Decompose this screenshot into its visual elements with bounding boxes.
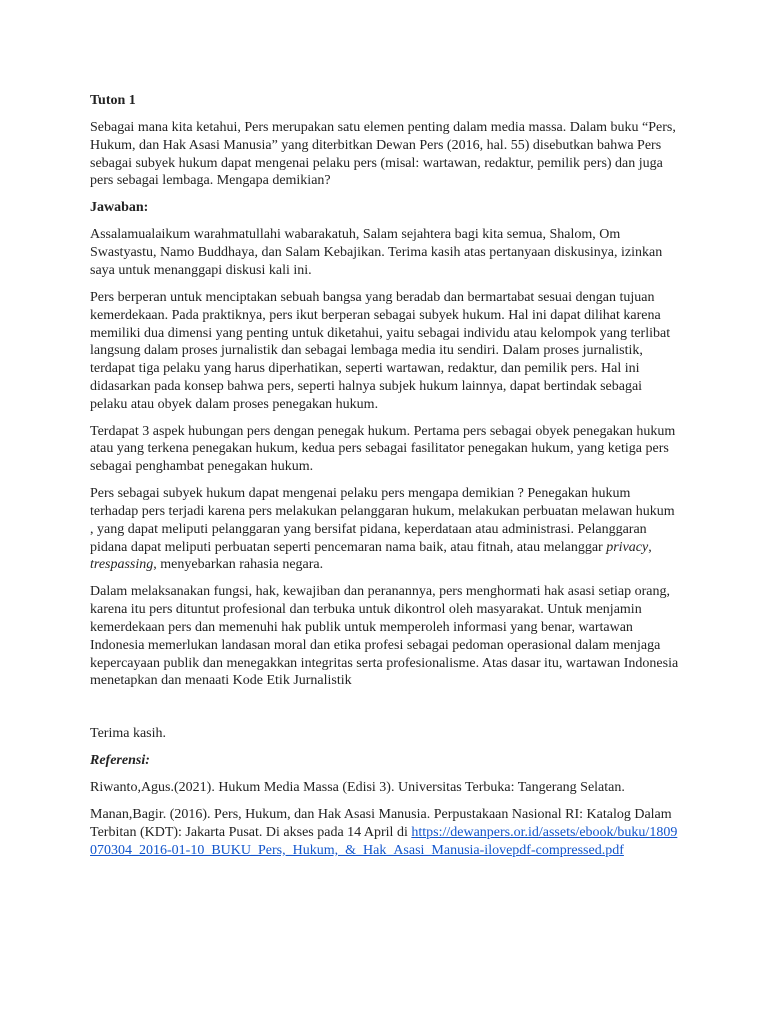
reference-item-2 [90, 806, 680, 859]
answer-heading: Jawaban: [90, 200, 149, 216]
italic-term-privacy: privacy [606, 539, 649, 555]
closing-text: Terima kasih. [90, 726, 166, 742]
body-paragraph-subject [90, 485, 680, 574]
blank-line [90, 699, 680, 725]
document-title: Tuton 1 [90, 93, 136, 108]
body-paragraph-ethics: Dalam melaksanakan fungsi, hak, kewajiban dan peranannya, pers menghormati hak asasi setiap orang, karena itu pers dituntut profesional dan terbuka untuk dikontrol oleh masyarakat. Untuk menjamin kemerdekaan pers dan memenuhi hak publik untuk memperoleh informasi yang benar, wartawan Indonesia memerlukan landasan moral dan etika profesi sebagai pedoman operasional dalam menjaga kepercayaan publik dan menegakkan integritas serta profesionalisme. Atas dasar itu, wartawan Indonesia menetapkan dan menaati Kode Etik Jurnalistik [90, 584, 679, 689]
body-paragraph-aspects: Terdapat 3 aspek hubungan pers dengan penegak hukum. Pertama pers sebagai obyek penegakan hukum atau yang terkena penegakan hukum, kedua pers sebagai fasilitator penegakan hukum, yang ketiga pers sebagai penghambat penegakan hukum. [90, 423, 676, 475]
document-page [90, 92, 680, 869]
question-paragraph: Sebagai mana kita ketahui, Pers merupakan satu elemen penting dalam media massa. Dalam buku “Pers, Hukum, dan Hak Asasi Manusia” yang diterbitkan Dewan Pers (2016, hal. 55) disebutkan bahwa Pers sebagai subyek hukum dapat mengenai pelaku pers (misal: wartawan, redaktur, pemilik pers) dan juga pers sebagai lembaga. Mengapa demikian? [90, 119, 676, 189]
reference-item-1: Riwanto,Agus.(2021). Hukum Media Massa (Edisi 3). Universitas Terbuka: Tangerang Selatan. [90, 780, 625, 796]
references-heading: Referensi: [90, 753, 150, 769]
term-separator: , [648, 539, 652, 555]
greeting-paragraph: Assalamualaikum warahmatullahi wabarakatuh, Salam sejahtera bagi kita semua, Shalom, Om Swastyastu, Namo Buddhaya, dan Salam Kebajikan. Terima kasih atas pertanyaan diskusinya, izinkan saya untuk menanggapi diskusi kali ini. [90, 227, 663, 278]
paragraph-text-after: , menyebarkan rahasia negara. [153, 557, 324, 573]
reference-2-text: Manan,Bagir. (2016). Pers, Hukum, dan Hak Asasi Manusia. Perpustakaan Nasional RI: Katalog Dalam Terbitan (KDT): Jakarta Pusat. Di akses pada 14 April di [90, 807, 672, 841]
body-paragraph-role: Pers berperan untuk menciptakan sebuah bangsa yang beradab dan bermartabat sesuai dengan tujuan kemerdekaan. Pada praktiknya, pers ikut berperan sebagai subyek hukum. Hal ini dapat dilihat karena memiliki dua dimensi yang penting untuk diketahui, yaitu sebagai individu atau kelompok yang terlibat langsung dalam proses jurnalistik dan sebagai lembaga media itu sendiri. Dalam proses jurnalistik, terdapat tiga pelaku yang harus diperhatikan, seperti wartawan, redaktur, dan pemilik pers. Hal ini didasarkan pada konsep bahwa pers, seperti halnya subjek hukum lainnya, dapat bertindak sebagai pelaku atau obyek dalam proses penegakan hukum. [90, 289, 671, 412]
italic-term-trespassing: trespassing [90, 557, 154, 573]
reference-link[interactable]: https://dewanpers.or.id/assets/ebook/buku/1809070304_2016-01-10_BUKU_Pers,_Hukum,_&_Hak_Asasi_Manusia-ilovepdf-compressed.pdf [90, 825, 678, 858]
paragraph-text-before: Pers sebagai subyek hukum dapat mengenai pelaku pers mengapa demikian ? Penegakan hukum terhadap pers terjadi karena pers melakukan pelanggaran hukum, melakukan perbuatan melawan hukum , yang dapat meliputi pelanggaran yang bersifat pidana, keperdataan atau administrasi. Pelanggaran pidana dapat meliputi perbuatan seperti pencemaran nama baik, atau fitnah, atau melanggar [90, 486, 675, 555]
